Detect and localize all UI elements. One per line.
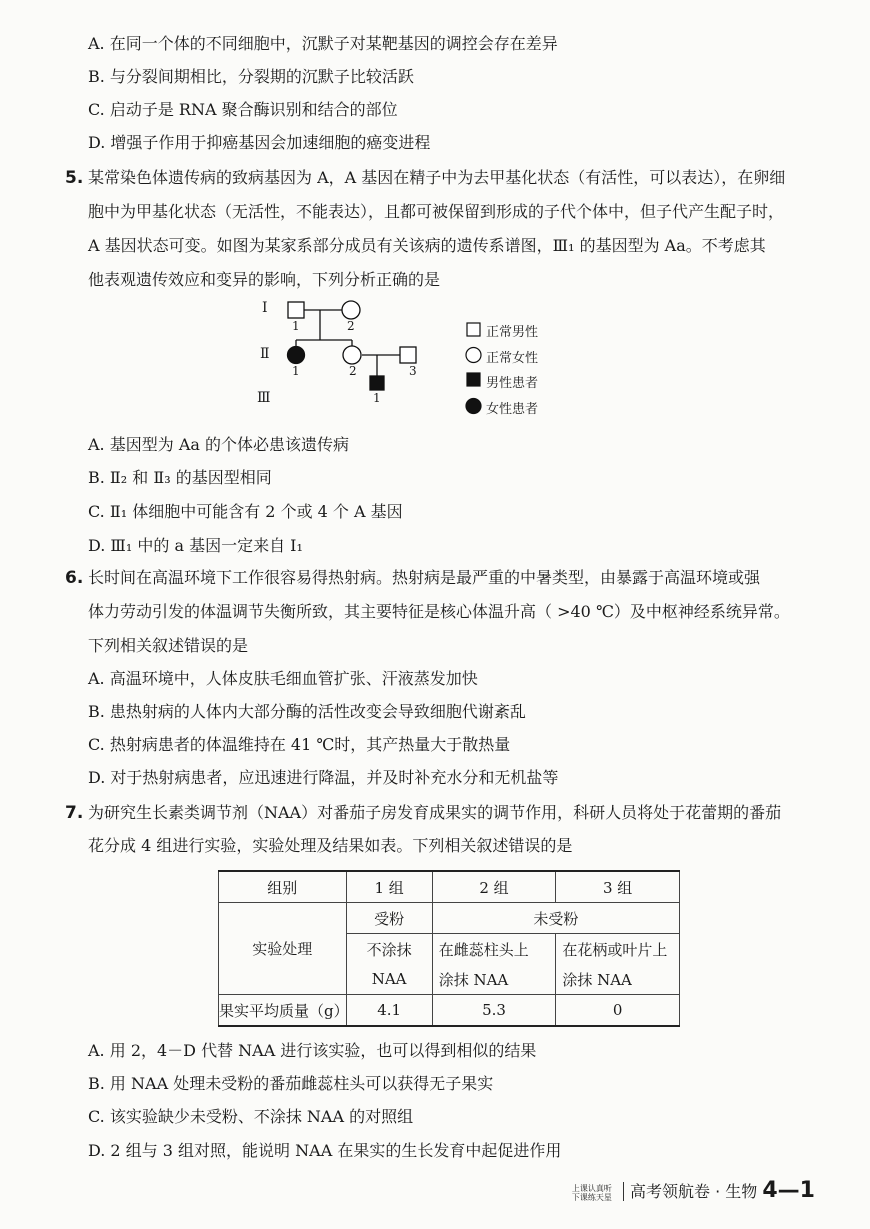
q6-number: 6.: [65, 568, 84, 588]
legend-normal-female: 正常女性: [486, 351, 539, 366]
legend-filled-square-icon: [467, 373, 480, 386]
q7-stem-line-2: 花分成 4 组进行实验，实验处理及结果如表。下列相关叙述错误的是: [88, 836, 573, 855]
q5-stem-line-4: 他表观遗传效应和变异的影响，下列分析正确的是: [88, 270, 441, 289]
q6-option-c: C. 热射病患者的体温维持在 41 ℃时，其产热量大于散热量: [88, 735, 511, 754]
table-header-group1: 1 组: [346, 871, 432, 903]
q6-stem-line-2: 体力劳动引发的体温调节失衡所致，其主要特征是核心体温升高（ >40 ℃）及中枢神经系统异常。: [88, 602, 790, 621]
q6-option-d: D. 对于热射病患者，应迅速进行降温，并及时补充水分和无机盐等: [88, 768, 559, 787]
label-ii3: 3: [409, 364, 417, 378]
individual-ii2-normal-female: [343, 346, 361, 364]
legend-filled-circle-icon: [466, 399, 481, 414]
q4-option-b: B. 与分裂间期相比，分裂期的沉默子比较活跃: [88, 67, 414, 86]
q6-stem-line-1: 长时间在高温环境下工作很容易得热射病。热射病是最严重的中暑类型，由暴露于高温环境或强: [88, 568, 761, 587]
table-header-group3: 3 组: [556, 871, 680, 903]
table-g1-treatment-b: NAA: [346, 964, 432, 995]
table-treatment-label: 实验处理: [219, 903, 347, 995]
label-ii1: 1: [292, 364, 300, 378]
q7-option-d: D. 2 组与 3 组对照，能说明 NAA 在果实的生长发育中起促进作用: [88, 1141, 562, 1160]
individual-iii1-affected-male: [370, 376, 384, 390]
generation-label-iii: Ⅲ: [257, 390, 271, 406]
pedigree-svg: [270, 290, 460, 420]
generation-label-i: Ⅰ: [262, 300, 268, 316]
label-i2: 2: [347, 319, 355, 333]
pedigree-chart: [240, 290, 580, 420]
q5-option-d: D. Ⅲ₁ 中的 a 基因一定来自 Ⅰ₁: [88, 536, 303, 555]
q6-option-b: B. 患热射病的人体内大部分酶的活性改变会导致细胞代谢紊乱: [88, 702, 526, 721]
q5-option-c: C. Ⅱ₁ 体细胞中可能含有 2 个或 4 个 A 基因: [88, 502, 403, 521]
table-g1-treatment-a: 不涂抹: [346, 934, 432, 965]
q7-stem-line-1: 为研究生长素类调节剂（NAA）对番茄子房发育成果实的调节作用，科研人员将处于花蕾期的番茄: [88, 803, 782, 822]
table-g2-treatment-b: 涂抹 NAA: [432, 964, 556, 995]
q5-stem-line-1: 某常染色体遗传病的致病基因为 A，A 基因在精子中为去甲基化状态（有活性，可以表达），在卵细: [88, 168, 786, 187]
table-g1-mass: 4.1: [346, 995, 432, 1027]
label-iii1: 1: [373, 391, 381, 405]
table-g3-mass: 0: [556, 995, 680, 1027]
q5-option-a: A. 基因型为 Aa 的个体必患该遗传病: [88, 435, 349, 454]
table-g2-mass: 5.3: [432, 995, 556, 1027]
experiment-table: [218, 870, 680, 1027]
q5-stem-line-3: A 基因状态可变。如图为某家系部分成员有关该病的遗传系谱图，Ⅲ₁ 的基因型为 Aa。不考虑其: [88, 236, 766, 255]
q5-option-b: B. Ⅱ₂ 和 Ⅱ₃ 的基因型相同: [88, 468, 272, 487]
legend-square-icon: [467, 323, 480, 336]
legend-affected-male: 男性患者: [486, 376, 539, 391]
q7-option-b: B. 用 NAA 处理未受粉的番茄雌蕊柱头可以获得无子果实: [88, 1074, 494, 1093]
legend-normal-male: 正常男性: [486, 325, 539, 340]
label-i1: 1: [292, 319, 300, 333]
table-g2-treatment-a: 在雌蕊柱头上: [432, 934, 556, 965]
q7-option-c: C. 该实验缺少未受粉、不涂抹 NAA 的对照组: [88, 1107, 414, 1126]
page-footer: [572, 1178, 815, 1203]
table-g3-treatment-b: 涂抹 NAA: [556, 964, 680, 995]
individual-ii1-affected-female: [288, 347, 305, 364]
page-number: 4—1: [762, 1178, 815, 1203]
q7-option-a: A. 用 2，4－D 代替 NAA 进行该实验，也可以得到相似的结果: [88, 1041, 537, 1060]
q6-stem-line-3: 下列相关叙述错误的是: [88, 636, 249, 655]
q7-number: 7.: [65, 803, 84, 823]
q5-stem-line-2: 胞中为甲基化状态（无活性，不能表达），且都可被保留到形成的子代个体中，但子代产生配子时，: [88, 202, 785, 221]
q4-option-d: D. 增强子作用于抑癌基因会加速细胞的癌变进程: [88, 133, 431, 152]
footer-title: 高考领航卷 · 生物: [623, 1182, 757, 1201]
q5-number: 5.: [65, 168, 84, 188]
generation-label-ii: Ⅱ: [260, 346, 270, 362]
individual-ii3-normal-male: [400, 347, 416, 363]
legend-symbols: [464, 320, 484, 430]
table-g3-treatment-a: 在花柄或叶片上: [556, 934, 680, 965]
q6-option-a: A. 高温环境中，人体皮肤毛细血管扩张、汗液蒸发加快: [88, 669, 478, 688]
legend-affected-female: 女性患者: [486, 402, 539, 417]
individual-i1-normal-male: [288, 302, 304, 318]
q4-option-a: A. 在同一个体的不同细胞中，沉默子对某靶基因的调控会存在差异: [88, 34, 558, 53]
individual-i2-normal-female: [342, 301, 360, 319]
legend-circle-icon: [466, 348, 481, 363]
table-header-group2: 2 组: [432, 871, 556, 903]
footer-slogan-line-1: 上课认真听: [571, 1183, 612, 1193]
q4-option-c: C. 启动子是 RNA 聚合酶识别和结合的部位: [88, 100, 398, 119]
footer-slogan: [572, 1184, 612, 1202]
table-mass-label: 果实平均质量（g）: [219, 995, 347, 1027]
table-pollinated: 受粉: [346, 903, 432, 934]
footer-slogan-line-2: 下课练天星: [571, 1192, 612, 1202]
label-ii2: 2: [349, 364, 357, 378]
table-header-group: 组别: [219, 871, 347, 903]
table-unpollinated: 未受粉: [432, 903, 679, 934]
